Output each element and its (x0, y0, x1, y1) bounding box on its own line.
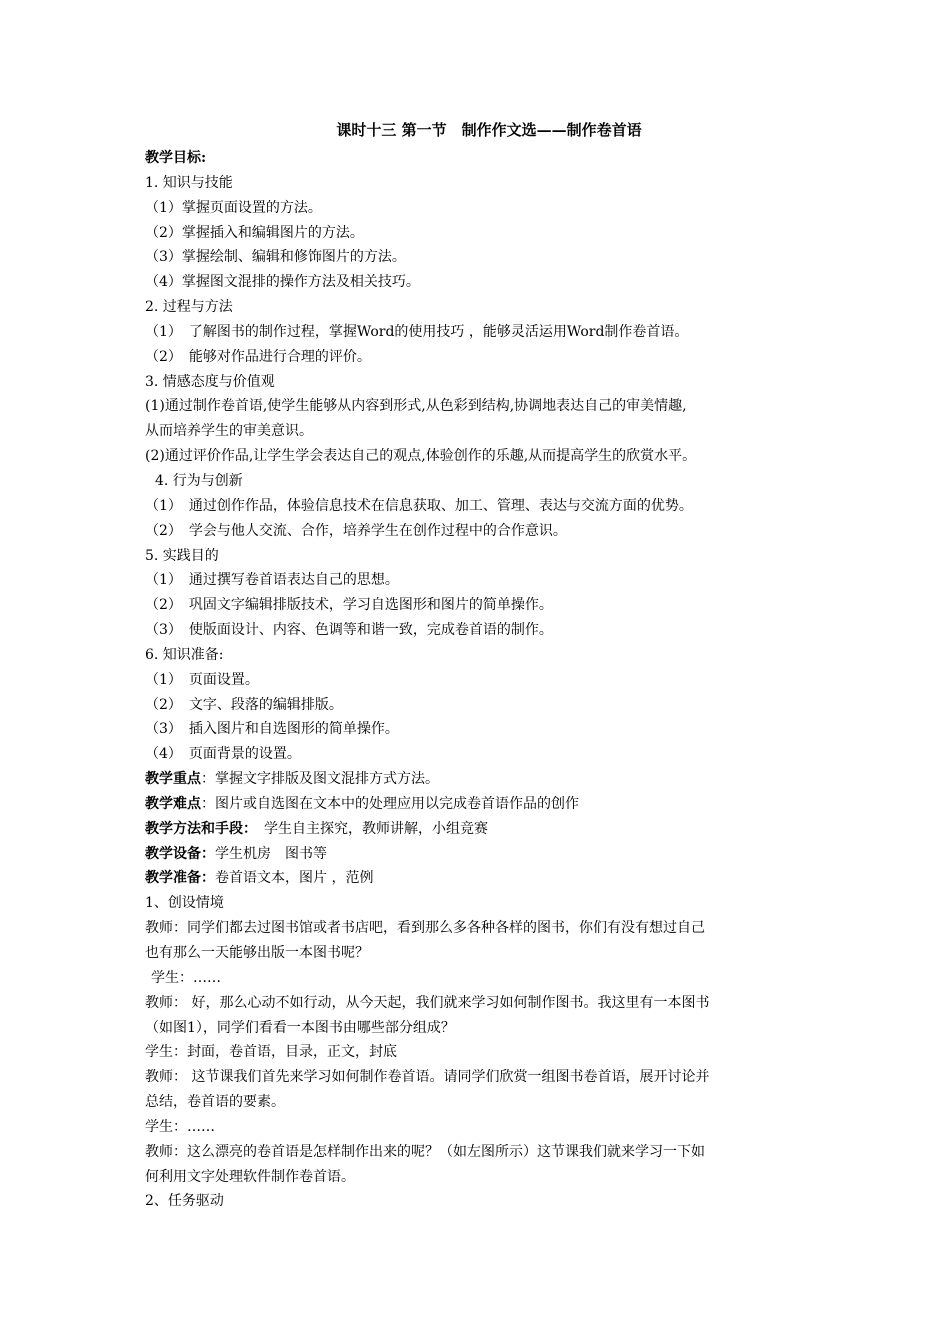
document-body (145, 146, 825, 1214)
document-title: 课时十三 第一节 制作作文选——制作卷首语 (336, 121, 642, 139)
dialogue-line: 学生：封面，卷首语，目录，正文，封底 (145, 1044, 397, 1061)
list-item: （2） 文字、段落的编辑排版。 (145, 696, 343, 713)
dialogue-line: 也有那么一天能够出版一本图书呢？ (145, 945, 369, 961)
difficulty-line (145, 792, 825, 817)
dialogue-line: （如图1），同学们看看一本图书由哪些部分组成？ (145, 1019, 455, 1036)
bold-label: 教学难点 (145, 795, 201, 812)
list-item: （3） 插入图片和自选图形的简单操作。 (145, 721, 399, 738)
dialogue-line: 教师：这么漂亮的卷首语是怎样制作出来的呢？（如左图所示）这节课我们就来学习一下如 (145, 1143, 705, 1160)
bold-label: 教学方法和手段： (145, 820, 250, 837)
list-item: （1） 了解图书的制作过程，掌握Word的使用技巧 ，能够灵活运用Word制作卷首语。 (145, 323, 689, 340)
list-item: （2） 巩固文字编辑排版技术，学习自选图形和图片的简单操作。 (145, 597, 553, 614)
dialogue-line: 教师：同学们都去过图书馆或者书店吧，看到那么多各种各样的图书，你们有没有想过自己 (145, 920, 705, 937)
section-subheading: 1、创设情境 (145, 895, 224, 912)
list-item: （2）掌握插入和编辑图片的方法。 (145, 224, 364, 241)
bold-label: 教学设备： (145, 845, 215, 862)
text-span: ：图片或自选图在文本中的处理应用以完成卷首语作品的创作 (201, 795, 579, 812)
list-item: （1） 页面设置。 (145, 671, 259, 688)
list-item: （2） 学会与他人交流、合作，培养学生在创作过程中的合作意识。 (145, 522, 567, 539)
section-subheading: 4. 行为与创新 (155, 472, 243, 489)
list-item: （4）掌握图文混排的操作方法及相关技巧。 (145, 274, 420, 291)
section-subheading: 2、任务驱动 (145, 1193, 224, 1210)
dialogue-line: 教师： 好，那么心动不如行动，从今天起，我们就来学习如何制作图书。我这里有一本图书 (145, 994, 710, 1011)
preparation-line (145, 866, 825, 891)
text-span: 学生自主探究，教师讲解，小组竞赛 (250, 820, 488, 837)
section-subheading: 2. 过程与方法 (145, 299, 233, 316)
dialogue-line: 教师： 这节课我们首先来学习如何制作卷首语。请同学们欣赏一组图书卷首语，展开讨论并 (145, 1069, 710, 1086)
dialogue-line: 学生：…… (145, 1118, 215, 1135)
section-subheading: 6. 知识准备: (145, 646, 224, 663)
list-item: （4） 页面背景的设置。 (145, 746, 301, 763)
method-line (145, 817, 825, 842)
bold-label: 教学准备： (145, 870, 215, 887)
dialogue-line: 学生：…… (151, 969, 221, 986)
section-subheading: 3. 情感态度与价值观 (145, 373, 275, 390)
paragraph-line: (1)通过制作卷首语,使学生能够从内容到形式,从色彩到结构,协调地表达自己的审美情趣, (145, 398, 687, 415)
dialogue-line: 总结，卷首语的要素。 (145, 1094, 285, 1111)
text-span: 卷首语文本，图片 ，范例 (215, 870, 374, 887)
section-subheading: 1. 知识与技能 (145, 174, 233, 191)
text-span: 学生机房 图书等 (215, 845, 327, 862)
equipment-line (145, 842, 825, 867)
bold-label: 教学重点 (145, 771, 201, 788)
list-item: （2） 能够对作品进行合理的评价。 (145, 348, 371, 365)
dialogue-line: 何利用文字处理软件制作卷首语。 (145, 1168, 355, 1185)
paragraph-line: 从而培养学生的审美意识。 (145, 423, 313, 440)
text-span: ：掌握文字排版及图文混排方式方法。 (201, 771, 439, 788)
paragraph-line: (2)通过评价作品,让学生学会表达自己的观点,体验创作的乐趣,从而提高学生的欣赏水平。 (145, 448, 697, 465)
list-item: （1）掌握页面设置的方法。 (145, 199, 322, 216)
section-heading (145, 146, 825, 171)
list-item: （1） 通过撰写卷首语表达自己的思想。 (145, 572, 399, 589)
list-item: （1） 通过创作作品，体验信息技术在信息获取、加工、管理、表达与交流方面的优势。 (145, 497, 693, 514)
list-item: （3） 使版面设计、内容、色调等和谐一致，完成卷首语的制作。 (145, 622, 553, 639)
list-item: （3）掌握绘制、编辑和修饰图片的方法。 (145, 249, 406, 266)
bold-label: 教学目标: (145, 150, 207, 166)
section-subheading: 5. 实践目的 (145, 547, 219, 564)
key-point-line (145, 767, 825, 792)
document-page (145, 120, 825, 1214)
